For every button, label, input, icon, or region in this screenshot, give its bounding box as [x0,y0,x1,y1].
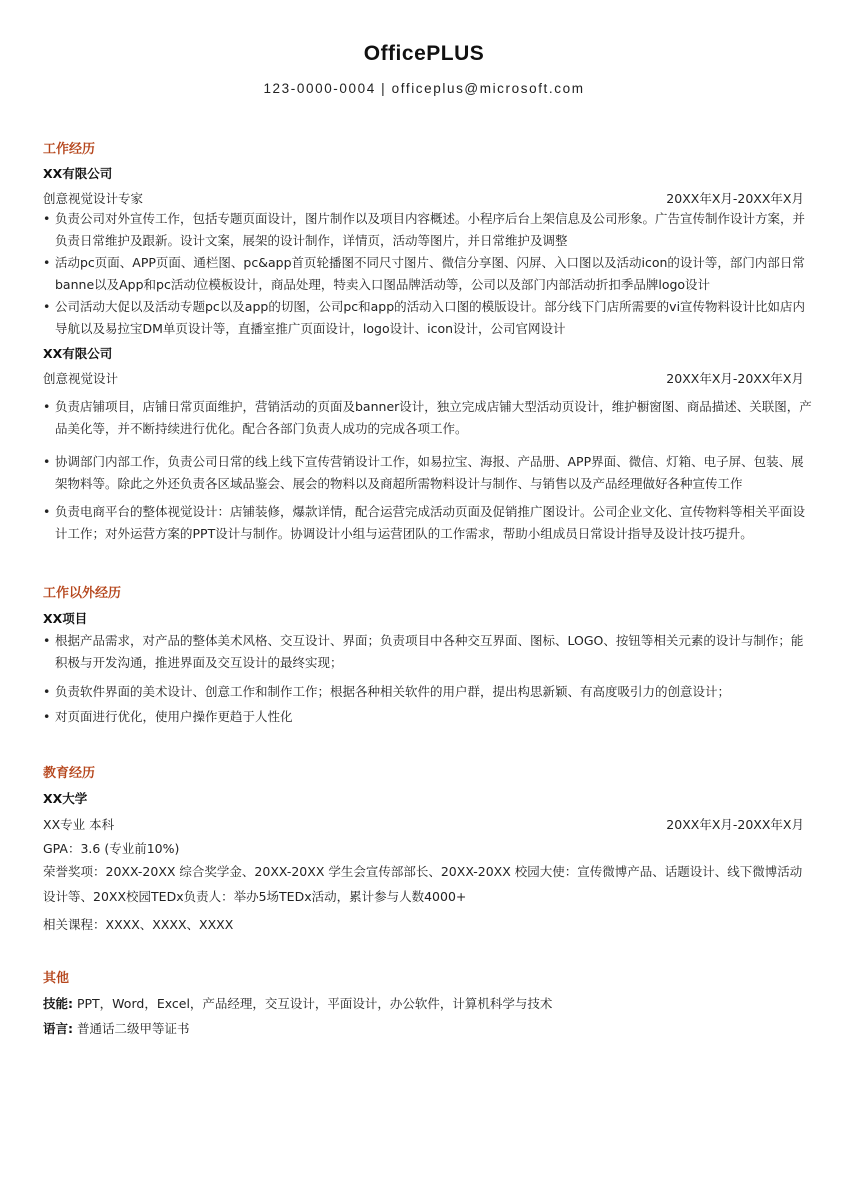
project-bullet: • 根据产品需求，对产品的整体美术风格、交互设计、界面；负责项目中各种交互界面、图标、LOGO、按钮等相关元素的设计与制作；能积极与开发沟通，推进界面及交互设计的最终实现； [43,630,813,673]
section-title-education: 教育经历 [43,766,96,781]
job-bullet: • 协调部门内部工作，负责公司日常的线上线下宣传营销设计工作，如易拉宝、海报、产品册、APP界面、微信、灯箱、电子屏、包装、展架物料等。除此之外还负责各区域品鉴会、展会的物料以及商超所需物料设计与制作、与销售以及产品经理做好各种宣传工作 [43,451,813,494]
job-date: 20XX年X月-20XX年X月 [666,371,804,386]
candidate-name: OfficePLUS [363,42,485,65]
project-name: XX项目 [43,611,88,626]
school-name: XX大学 [43,791,88,806]
job-bullet: • 活动pc页面、APP页面、通栏图、pc&app首页轮播图不同尺寸图片、微信分享图、闪屏、入口图以及活动icon的设计等，部门内部日常banne以及App和pc活动位模板设计，商品处理，特卖入口图品牌活动等，公司以及部门内部活动折扣季品牌logo设计 [43,252,813,295]
gpa: GPA：3.6 (专业前10%) [43,841,180,856]
skills-label: 技能: [43,996,73,1011]
skills-line [43,994,552,1012]
language-label: 语言: [43,1021,73,1036]
company-name: XX有限公司 [43,166,113,181]
skills-value: PPT，Word，Excel，产品经理，交互设计，平面设计，办公软件，计算机科学与技术 [73,996,553,1011]
job-bullet: • 公司活动大促以及活动专题pc以及app的切图，公司pc和app的活动入口图的模版设计。部分线下门店所需要的vi宣传物料设计比如店内导航以及易拉宝DM单页设计等，直播室推广页面设计，logo设计、icon设计，公司官网设计 [43,296,813,339]
project-bullet: • 对页面进行优化，使用户操作更趋于人性化 [43,706,813,728]
job-bullet: • 负责公司对外宣传工作，包括专题页面设计，图片制作以及项目内容概述。小程序后台上架信息及公司形象。广告宣传制作设计方案，并负责日常维护及跟新。设计文案，展架的设计制作，详情页，活动等图片，并日常维护及调整 [43,208,813,251]
job-bullet: • 负责电商平台的整体视觉设计：店铺装修，爆款详情，配合运营完成活动页面及促销推广图设计。公司企业文化、宣传物料等相关平面设计工作；对外运营方案的PPT设计与制作。协调设计小组与运营团队的工作需求，帮助小组成员日常设计指导及设计技巧提升。 [43,501,813,544]
contact-line: 123-0000-0004 | officeplus@microsoft.com [263,81,585,96]
job-date: 20XX年X月-20XX年X月 [666,191,804,206]
section-title-extra: 工作以外经历 [43,586,122,601]
job-role: 创意视觉设计专家 [43,191,144,206]
company-name: XX有限公司 [43,346,113,361]
section-title-work: 工作经历 [43,142,96,157]
language-value: 普通话二级甲等证书 [73,1021,190,1036]
job-role: 创意视觉设计 [43,371,119,386]
project-bullet: • 负责软件界面的美术设计、创意工作和制作工作；根据各种相关软件的用户群，提出构思新颖、有高度吸引力的创意设计； [43,681,813,703]
courses: 相关课程：XXXX、XXXX、XXXX [43,917,234,932]
honors: 荣誉奖项：20XX-20XX 综合奖学金、20XX-20XX 学生会宣传部部长、20XX-20XX 校园大使：宣传微博产品、话题设计、线下微博活动设计等、20XX校园TEDx负责人：举办5场TEDx活动，累计参与人数4000+ [43,864,803,904]
major: XX专业 本科 [43,817,115,832]
education-date: 20XX年X月-20XX年X月 [666,817,804,832]
language-line [43,1019,189,1037]
section-title-other: 其他 [43,971,70,986]
job-bullet: • 负责店铺项目，店铺日常页面维护，营销活动的页面及banner设计，独立完成店铺大型活动页设计，维护橱窗图、商品描述、关联图，产品美化等，并不断持续进行优化。配合各部门负责人成功的完成各项工作。 [43,396,813,439]
